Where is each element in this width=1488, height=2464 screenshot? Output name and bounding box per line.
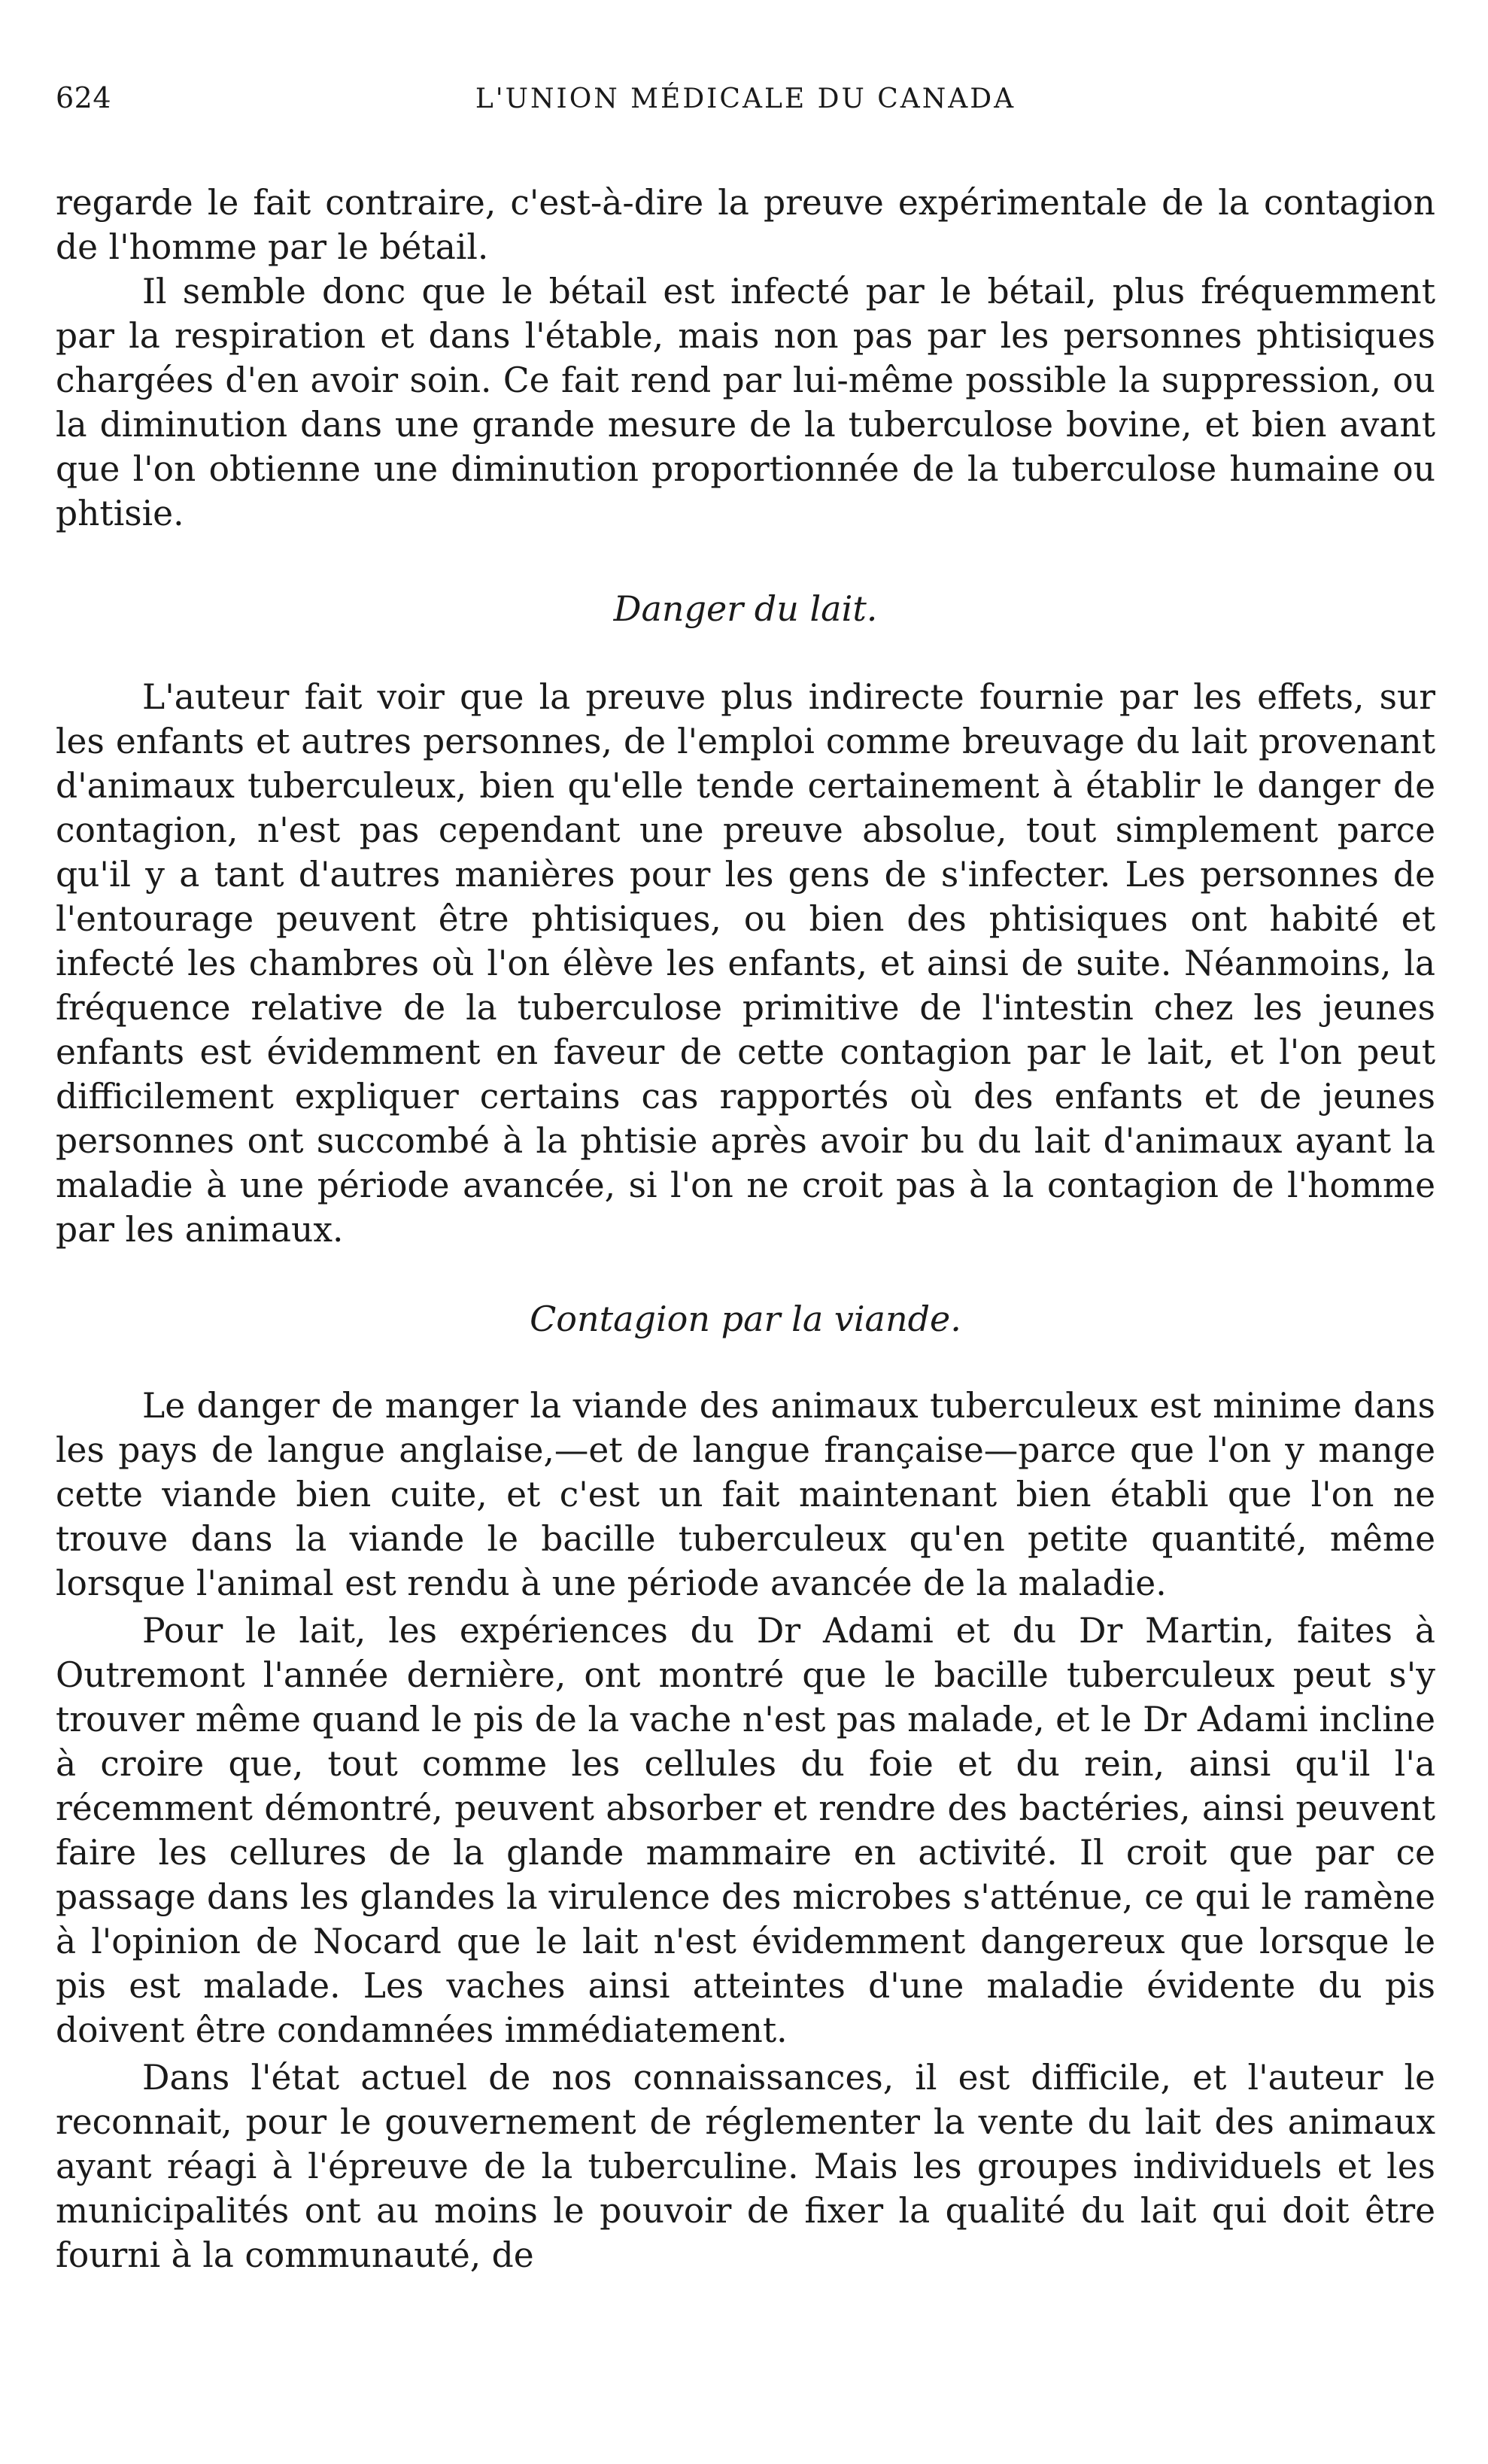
paragraph-4: Le danger de manger la viande des animaux tuberculeux est minime dans les pays de langue anglaise,—et de langue française—parce que l'on y mange cette viande bien cuite, et c'est un fait maintenant bien établi que l'on ne trouve dans la viande le bacille tuberculeux qu'en petite quantité, même lorsque l'animal est rendu à une période avancée de la maladie. [56, 1386, 1435, 1603]
paragraph-2: Il semble donc que le bétail est infecté par le bétail, plus fréquemment par la respiration et dans l'étable, mais non pas par les personnes phtisiques chargées d'en avoir soin. Ce fait rend par lui-même possible la suppression, ou la diminution dans une grande mesure de la tuberculose bovine, et bien avant que l'on obtienne une diminution proportionnée de la tuberculose humaine ou phtisie. [56, 272, 1435, 533]
page-number: 624 [56, 81, 112, 114]
paragraph-1: regarde le fait contraire, c'est-à-dire la preuve expérimentale de la contagion de l'homme par le bétail. [56, 183, 1435, 267]
section-title-contagion-viande: Contagion par la viande. [530, 1299, 961, 1339]
page-header [56, 81, 1435, 134]
article-body [56, 181, 1435, 2277]
paragraph-5: Pour le lait, les expériences du Dr Adami et du Dr Martin, faites à Outremont l'année dernière, ont montré que le bacille tuberculeux peut s'y trouver même quand le pis de la vache n'est pas malade, et le Dr Adami incline à croire que, tout comme les cellules du foie et du rein, ainsi qu'il l'a récemment démontré, peuvent absorber et rendre des bactéries, ainsi peuvent faire les cellures de la glande mammaire en activité. Il croit que par ce passage dans les glandes la virulence des microbes s'atténue, ce qui le ramène à l'opinion de Nocard que le lait n'est évidemment dangereux que lorsque le pis est malade. Les vaches ainsi atteintes d'une maladie évidente du pis doivent être condamnées immédiatement. [56, 1611, 1435, 2050]
paragraph-6: Dans l'état actuel de nos connaissances, il est difficile, et l'auteur le reconnait, pour le gouvernement de réglementer la vente du lait des animaux ayant réagi à l'épreuve de la tuberculine. Mais les groupes individuels et les municipalités ont au moins le pouvoir de fixer la qualité du lait qui doit être fourni à la communauté, de [56, 2058, 1435, 2275]
running-title: L'UNION MÉDICALE DU CANADA [475, 84, 1016, 114]
document-page [56, 81, 1435, 2277]
paragraph-3: L'auteur fait voir que la preuve plus indirecte fournie par les effets, sur les enfants et autres personnes, de l'emploi comme breuvage du lait provenant d'animaux tuberculeux, bien qu'elle tende certainement à établir le danger de contagion, n'est pas cependant une preuve absolue, tout simplement parce qu'il y a tant d'autres manières pour les gens de s'infecter. Les personnes de l'entourage peuvent être phtisiques, ou bien des phtisiques ont habité et infecté les chambres où l'on élève les enfants, et ainsi de suite. Néanmoins, la fréquence relative de la tuberculose primitive de l'intestin chez les jeunes enfants est évidemment en faveur de cette contagion par le lait, et l'on peut difficilement expliquer certains cas rapportés où des enfants et de jeunes personnes ont succombé à la phtisie après avoir bu du lait d'animaux ayant la maladie à une période avancée, si l'on ne croit pas à la contagion de l'homme par les animaux. [56, 677, 1435, 1250]
section-title-danger-du-lait: Danger du lait. [613, 588, 878, 629]
